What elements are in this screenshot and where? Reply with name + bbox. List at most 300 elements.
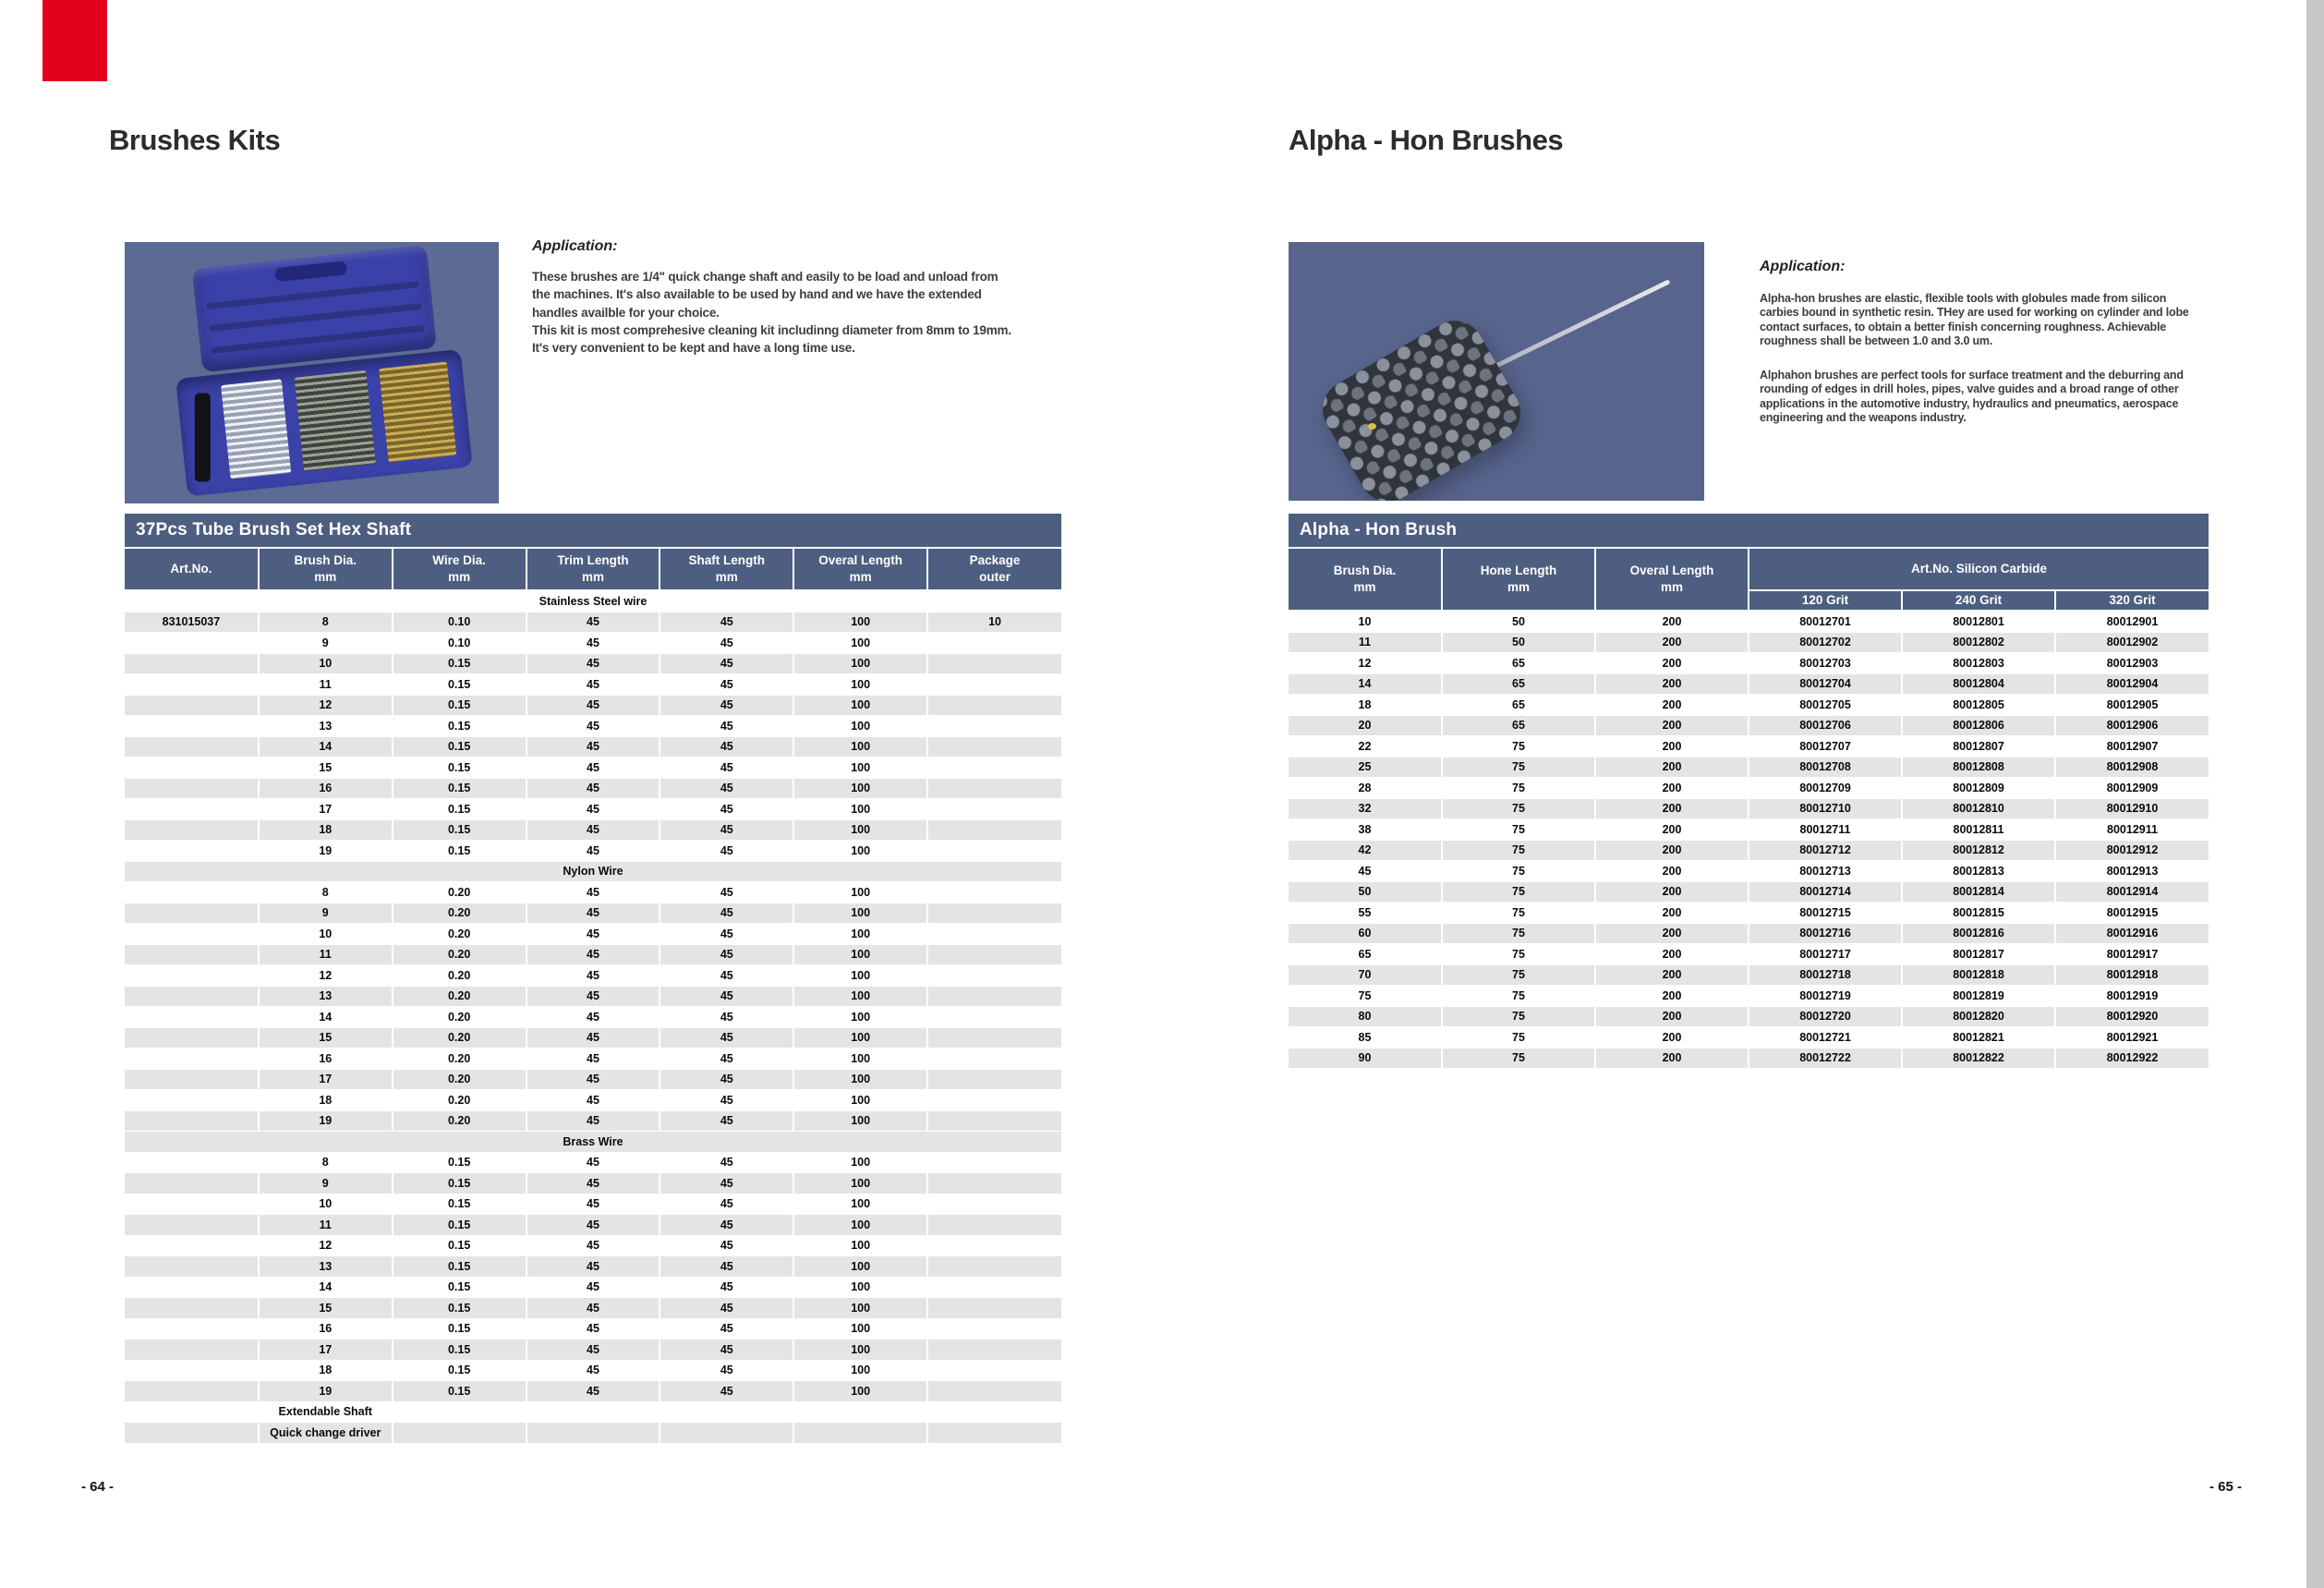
table-cell <box>125 1256 259 1278</box>
table-cell: 45 <box>527 758 660 779</box>
table-cell: 65 <box>1442 673 1595 695</box>
table-cell <box>927 986 1061 1007</box>
table-cell: 0.15 <box>393 1277 527 1298</box>
table-cell: 45 <box>527 653 660 674</box>
col-320-grit: 320 Grit <box>2055 590 2209 611</box>
table-cell: 75 <box>1442 1027 1595 1049</box>
table-cell: 45 <box>660 819 793 841</box>
table-cell: 13 <box>259 716 393 737</box>
table-row <box>1289 1027 2209 1049</box>
table-cell: 80012907 <box>2055 736 2209 758</box>
table-cell: 80012820 <box>1902 1006 2055 1027</box>
table-cell: 100 <box>793 1090 927 1111</box>
table-cell: 45 <box>527 736 660 758</box>
table-cell: 45 <box>527 1298 660 1319</box>
table-cell: 45 <box>660 758 793 779</box>
table-cell: 0.20 <box>393 1027 527 1049</box>
alpha-hon-table <box>1289 514 2209 1069</box>
table-row <box>125 612 1061 633</box>
table-row <box>125 1277 1061 1298</box>
table-cell <box>125 882 259 903</box>
table-cell: 12 <box>259 695 393 716</box>
table-cell: 100 <box>793 758 927 779</box>
table-cell: 0.20 <box>393 944 527 965</box>
table-cell: 50 <box>1442 611 1595 632</box>
table-row <box>125 1090 1061 1111</box>
table-cell: 100 <box>793 674 927 696</box>
table-cell: 75 <box>1442 944 1595 965</box>
table-cell: 18 <box>259 1360 393 1381</box>
table-cell <box>125 1173 259 1194</box>
table-cell: 15 <box>259 1027 393 1049</box>
table-cell: 10 <box>927 612 1061 633</box>
table-cell: 200 <box>1595 798 1749 819</box>
table-row <box>1289 798 2209 819</box>
table-cell <box>927 1173 1061 1194</box>
table-cell: 100 <box>793 924 927 945</box>
table-cell <box>927 695 1061 716</box>
table-row <box>125 1318 1061 1339</box>
col-wire-dia: Wire Dia. mm <box>393 549 527 590</box>
table-row <box>125 1173 1061 1194</box>
table-cell <box>125 674 259 696</box>
table-cell: 45 <box>660 1027 793 1049</box>
page-title-left: Brushes Kits <box>109 124 281 156</box>
table-cell: 45 <box>660 653 793 674</box>
table-cell: 0.10 <box>393 633 527 654</box>
table-cell: 100 <box>793 716 927 737</box>
table-cell <box>125 1049 259 1070</box>
table-cell: 75 <box>1442 1048 1595 1069</box>
col-120-grit: 120 Grit <box>1749 590 1902 611</box>
table-cell <box>125 1090 259 1111</box>
lid-ridge <box>212 325 424 354</box>
table-cell: 45 <box>527 1173 660 1194</box>
table-row <box>125 674 1061 696</box>
table-row <box>1289 673 2209 695</box>
table-row <box>125 1027 1061 1049</box>
table-cell: 45 <box>660 1069 793 1090</box>
table-cell: 200 <box>1595 1027 1749 1049</box>
table-row <box>125 1007 1061 1028</box>
table-cell: 19 <box>259 1110 393 1132</box>
table-cell: 80012720 <box>1749 1006 1902 1027</box>
table-cell: 19 <box>259 841 393 862</box>
table-cell: 28 <box>1289 778 1442 799</box>
table-row <box>125 882 1061 903</box>
spec-table-right <box>1289 549 2209 1069</box>
table-row <box>125 653 1061 674</box>
table-row <box>1289 819 2209 841</box>
table-body <box>125 590 1061 1443</box>
table-cell: 8 <box>259 882 393 903</box>
table-cell: 45 <box>527 1277 660 1298</box>
table-cell: 45 <box>660 799 793 820</box>
table-cell: 75 <box>1442 757 1595 778</box>
table-cell <box>125 903 259 924</box>
table-cell <box>125 758 259 779</box>
table-cell: 80012707 <box>1749 736 1902 758</box>
table-cell <box>927 1027 1061 1049</box>
table-cell: 80012713 <box>1749 861 1902 882</box>
col-shaft-length: Shaft Length mm <box>660 549 793 590</box>
table-cell: 90 <box>1289 1048 1442 1069</box>
table-cell: 9 <box>259 1173 393 1194</box>
table-cell <box>125 1027 259 1049</box>
table-cell <box>927 882 1061 903</box>
table-cell <box>125 924 259 945</box>
table-cell: 16 <box>259 1049 393 1070</box>
table-cell: 100 <box>793 1339 927 1361</box>
table-cell <box>125 633 259 654</box>
table-row <box>125 1049 1061 1070</box>
table-cell: 45 <box>660 1152 793 1173</box>
table-cell <box>125 1215 259 1236</box>
table-cell: 200 <box>1595 757 1749 778</box>
table-cell: 80012917 <box>2055 944 2209 965</box>
table-cell: 45 <box>660 612 793 633</box>
table-cell: 45 <box>527 1110 660 1132</box>
table-cell: 45 <box>527 1027 660 1049</box>
table-cell: 100 <box>793 653 927 674</box>
table-row <box>125 799 1061 820</box>
table-cell: 18 <box>259 819 393 841</box>
table-cell: 17 <box>259 799 393 820</box>
table-cell <box>927 1194 1061 1215</box>
table-cell: 9 <box>259 903 393 924</box>
table-cell: 45 <box>527 1318 660 1339</box>
table-cell: 80012919 <box>2055 986 2209 1007</box>
table-cell: 100 <box>793 1173 927 1194</box>
table-cell <box>927 736 1061 758</box>
table-cell: 80012821 <box>1902 1027 2055 1049</box>
table-cell: 80012822 <box>1902 1048 2055 1069</box>
table-cell: 14 <box>259 736 393 758</box>
table-cell: 11 <box>259 1215 393 1236</box>
table-cell: 0.15 <box>393 1360 527 1381</box>
tool-handle <box>195 394 211 482</box>
table-cell: 80012802 <box>1902 632 2055 653</box>
table-cell: 70 <box>1289 964 1442 986</box>
table-cell: 12 <box>259 965 393 987</box>
table-cell <box>927 1049 1061 1070</box>
table-cell: 200 <box>1595 611 1749 632</box>
table-cell: 80012913 <box>2055 861 2209 882</box>
row-label: Quick change driver <box>259 1423 393 1444</box>
table-cell: 60 <box>1289 923 1442 944</box>
table-cell: 80012816 <box>1902 923 2055 944</box>
table-row <box>125 1069 1061 1090</box>
table-cell <box>125 1152 259 1173</box>
table-cell <box>927 653 1061 674</box>
table-cell: 200 <box>1595 964 1749 986</box>
table-cell: 100 <box>793 903 927 924</box>
table-cell: 45 <box>660 924 793 945</box>
table-cell: 14 <box>259 1007 393 1028</box>
table-cell: 45 <box>660 1277 793 1298</box>
table-cell: 80012706 <box>1749 715 1902 736</box>
col-package: Package outer <box>927 549 1061 590</box>
table-cell <box>927 924 1061 945</box>
table-row <box>1289 695 2209 716</box>
table-cell <box>125 841 259 862</box>
table-cell: 45 <box>527 695 660 716</box>
table-row <box>125 1215 1061 1236</box>
case-lid <box>192 245 437 372</box>
table-cell: 12 <box>259 1235 393 1256</box>
table-cell: 45 <box>660 965 793 987</box>
table-cell <box>927 1318 1061 1339</box>
table-cell: 45 <box>527 1381 660 1402</box>
table-cell: 0.20 <box>393 986 527 1007</box>
table-cell: 100 <box>793 1298 927 1319</box>
brush-globule-body <box>1312 310 1531 501</box>
table-cell <box>125 1277 259 1298</box>
table-row <box>125 965 1061 987</box>
table-cell <box>927 1152 1061 1173</box>
case-tray <box>176 349 473 497</box>
table-cell: 831015037 <box>125 612 259 633</box>
table-cell: 45 <box>527 1049 660 1070</box>
application-text-right-1: Alpha-hon brushes are elastic, flexible tools with globules made from silicon carbies bound in synthetic resin. THey are used for working on cylinder and lobe contact surfaces, to obtain a better finish concerning roughness. Achievable roughness shall be between 1.0 and 3.0 um. <box>1760 292 2189 348</box>
table-cell: 100 <box>793 633 927 654</box>
table-cell: 0.15 <box>393 758 527 779</box>
table-cell: 0.15 <box>393 1256 527 1278</box>
application-text-right-2: Alphahon brushes are perfect tools for surface treatment and the deburring and rounding of edges in drill holes, pipes, valve guides and a broad range of other applications in the automotive industry, hydraulics and pneumatics, aerospace engineering and the weapons industry. <box>1760 369 2184 425</box>
table-cell <box>125 1110 259 1132</box>
table-cell <box>125 819 259 841</box>
table-cell <box>927 633 1061 654</box>
table-cell: 0.20 <box>393 1049 527 1070</box>
section-label: Nylon Wire <box>125 861 1061 882</box>
table-cell: 45 <box>527 633 660 654</box>
table-cell: 45 <box>527 674 660 696</box>
section-row <box>125 590 1061 612</box>
brush-kit-table <box>125 514 1061 1444</box>
table-cell: 80012914 <box>2055 881 2209 903</box>
table-cell: 45 <box>660 778 793 799</box>
table-cell: 45 <box>660 1339 793 1361</box>
table-cell: 80012712 <box>1749 840 1902 861</box>
table-cell: 0.15 <box>393 695 527 716</box>
table-cell: 45 <box>660 1381 793 1402</box>
table-cell: 100 <box>793 1049 927 1070</box>
table-cell: 45 <box>527 1090 660 1111</box>
table-cell: 45 <box>527 1007 660 1028</box>
table-cell: 0.15 <box>393 778 527 799</box>
table-cell: 80012721 <box>1749 1027 1902 1049</box>
table-cell: 100 <box>793 1007 927 1028</box>
table-cell: 100 <box>793 1194 927 1215</box>
table-cell: 45 <box>660 944 793 965</box>
table-cell: 100 <box>793 1152 927 1173</box>
table-cell: 80012819 <box>1902 986 2055 1007</box>
col-artno: Art.No. <box>125 549 259 590</box>
table-cell: 0.15 <box>393 841 527 862</box>
table-cell: 80012921 <box>2055 1027 2209 1049</box>
table-cell <box>927 674 1061 696</box>
table-cell: 45 <box>660 1194 793 1215</box>
table-cell: 17 <box>259 1339 393 1361</box>
table-cell: 45 <box>527 1235 660 1256</box>
table-cell: 10 <box>1289 611 1442 632</box>
table-cell <box>125 1339 259 1361</box>
table-cell: 0.15 <box>393 1298 527 1319</box>
table-cell: 80012812 <box>1902 840 2055 861</box>
table-cell: 80012705 <box>1749 695 1902 716</box>
table-cell: 80012909 <box>2055 778 2209 799</box>
table-cell: 15 <box>259 758 393 779</box>
table-row <box>125 736 1061 758</box>
table-cell: 45 <box>660 1256 793 1278</box>
table-cell: 10 <box>259 653 393 674</box>
table-cell: 45 <box>660 716 793 737</box>
table-cell: 32 <box>1289 798 1442 819</box>
table-row <box>1289 944 2209 965</box>
table-cell: 45 <box>527 716 660 737</box>
table-row <box>125 1381 1061 1402</box>
case-handle-slot <box>274 261 347 282</box>
table-cell: 80012811 <box>1902 819 2055 841</box>
table-cell: 80012805 <box>1902 695 2055 716</box>
table-row <box>1289 861 2209 882</box>
table-cell: 80012718 <box>1749 964 1902 986</box>
table-cell: 0.20 <box>393 965 527 987</box>
table-row <box>1289 611 2209 632</box>
table-cell: 80012701 <box>1749 611 1902 632</box>
table-cell: 0.15 <box>393 1215 527 1236</box>
table-cell: 0.20 <box>393 924 527 945</box>
table-cell <box>125 1235 259 1256</box>
col-brush-dia: Brush Dia. mm <box>259 549 393 590</box>
table-row <box>1289 757 2209 778</box>
table-cell: 0.15 <box>393 1318 527 1339</box>
alpha-hon-brush-photo <box>1289 242 1704 501</box>
table-row <box>1289 881 2209 903</box>
table-cell: 80012904 <box>2055 673 2209 695</box>
table-row <box>125 716 1061 737</box>
table-cell: 100 <box>793 1256 927 1278</box>
table-cell: 0.20 <box>393 1007 527 1028</box>
table-cell: 80012814 <box>1902 881 2055 903</box>
table-cell: 8 <box>259 1152 393 1173</box>
table-cell: 0.20 <box>393 1069 527 1090</box>
section-row <box>125 861 1061 882</box>
table-cell: 45 <box>527 1152 660 1173</box>
table-cell: 75 <box>1442 986 1595 1007</box>
table-cell: 45 <box>527 924 660 945</box>
table-cell: 17 <box>259 1069 393 1090</box>
table-cell: 200 <box>1595 778 1749 799</box>
table-cell: 80012710 <box>1749 798 1902 819</box>
table-row <box>125 1152 1061 1173</box>
table-cell: 75 <box>1442 1006 1595 1027</box>
table-cell: 45 <box>660 1110 793 1132</box>
table-cell: 45 <box>660 1235 793 1256</box>
table-cell <box>927 1110 1061 1132</box>
table-cell: 80012704 <box>1749 673 1902 695</box>
table-cell: 42 <box>1289 840 1442 861</box>
table-cell: 45 <box>527 1215 660 1236</box>
row-label: Extendable Shaft <box>259 1401 393 1423</box>
spec-table-left <box>125 549 1061 1444</box>
table-cell: 9 <box>259 633 393 654</box>
table-cell <box>125 1381 259 1402</box>
table-cell: 65 <box>1442 695 1595 716</box>
table-cell <box>125 653 259 674</box>
table-cell: 11 <box>1289 632 1442 653</box>
table-cell <box>927 1360 1061 1381</box>
table-cell: 16 <box>259 778 393 799</box>
table-row <box>1289 1006 2209 1027</box>
table-cell <box>927 903 1061 924</box>
table-cell: 0.15 <box>393 1173 527 1194</box>
table-cell: 75 <box>1442 778 1595 799</box>
table-cell: 0.20 <box>393 882 527 903</box>
lid-ridge <box>207 281 419 309</box>
table-cell: 65 <box>1289 944 1442 965</box>
table-row <box>1289 778 2209 799</box>
table-cell <box>927 819 1061 841</box>
table-cell: 11 <box>259 674 393 696</box>
table-cell: 0.15 <box>393 1194 527 1215</box>
table-cell <box>125 778 259 799</box>
table-cell: 100 <box>793 986 927 1007</box>
table-cell <box>927 778 1061 799</box>
table-cell: 45 <box>660 986 793 1007</box>
table-cell: 16 <box>259 1318 393 1339</box>
table-cell: 75 <box>1442 798 1595 819</box>
col-group-artno-silicon-carbide: Art.No. Silicon Carbide <box>1749 549 2209 590</box>
table-cell: 100 <box>793 1277 927 1298</box>
table-cell: 18 <box>1289 695 1442 716</box>
table-cell <box>125 1069 259 1090</box>
table-header <box>1289 549 2209 611</box>
table-cell: 80012815 <box>1902 903 2055 924</box>
table-cell: 65 <box>1442 715 1595 736</box>
table-cell: 80012807 <box>1902 736 2055 758</box>
col-brush-dia: Brush Dia. mm <box>1289 549 1442 611</box>
table-cell: 80012905 <box>2055 695 2209 716</box>
table-cell: 80012709 <box>1749 778 1902 799</box>
table-cell: 80012818 <box>1902 964 2055 986</box>
table-cell: 80012817 <box>1902 944 2055 965</box>
table-cell <box>125 1194 259 1215</box>
table-cell: 22 <box>1289 736 1442 758</box>
table-cell: 80012810 <box>1902 798 2055 819</box>
table-row <box>125 903 1061 924</box>
table-row <box>125 1298 1061 1319</box>
table-cell: 100 <box>793 1215 927 1236</box>
table-cell: 100 <box>793 1110 927 1132</box>
table-cell: 200 <box>1595 861 1749 882</box>
table-cell: 100 <box>793 965 927 987</box>
table-cell <box>927 799 1061 820</box>
table-cell: 20 <box>1289 715 1442 736</box>
table-cell: 13 <box>259 1256 393 1278</box>
table-cell: 80012719 <box>1749 986 1902 1007</box>
table-row <box>1289 653 2209 674</box>
table-body <box>1289 611 2209 1069</box>
table-cell <box>125 1360 259 1381</box>
table-cell: 80012703 <box>1749 653 1902 674</box>
table-cell: 11 <box>259 944 393 965</box>
table-cell: 45 <box>660 1215 793 1236</box>
table-header <box>125 549 1061 590</box>
table-cell: 80012722 <box>1749 1048 1902 1069</box>
section-row <box>125 1132 1061 1153</box>
table-cell: 45 <box>660 903 793 924</box>
